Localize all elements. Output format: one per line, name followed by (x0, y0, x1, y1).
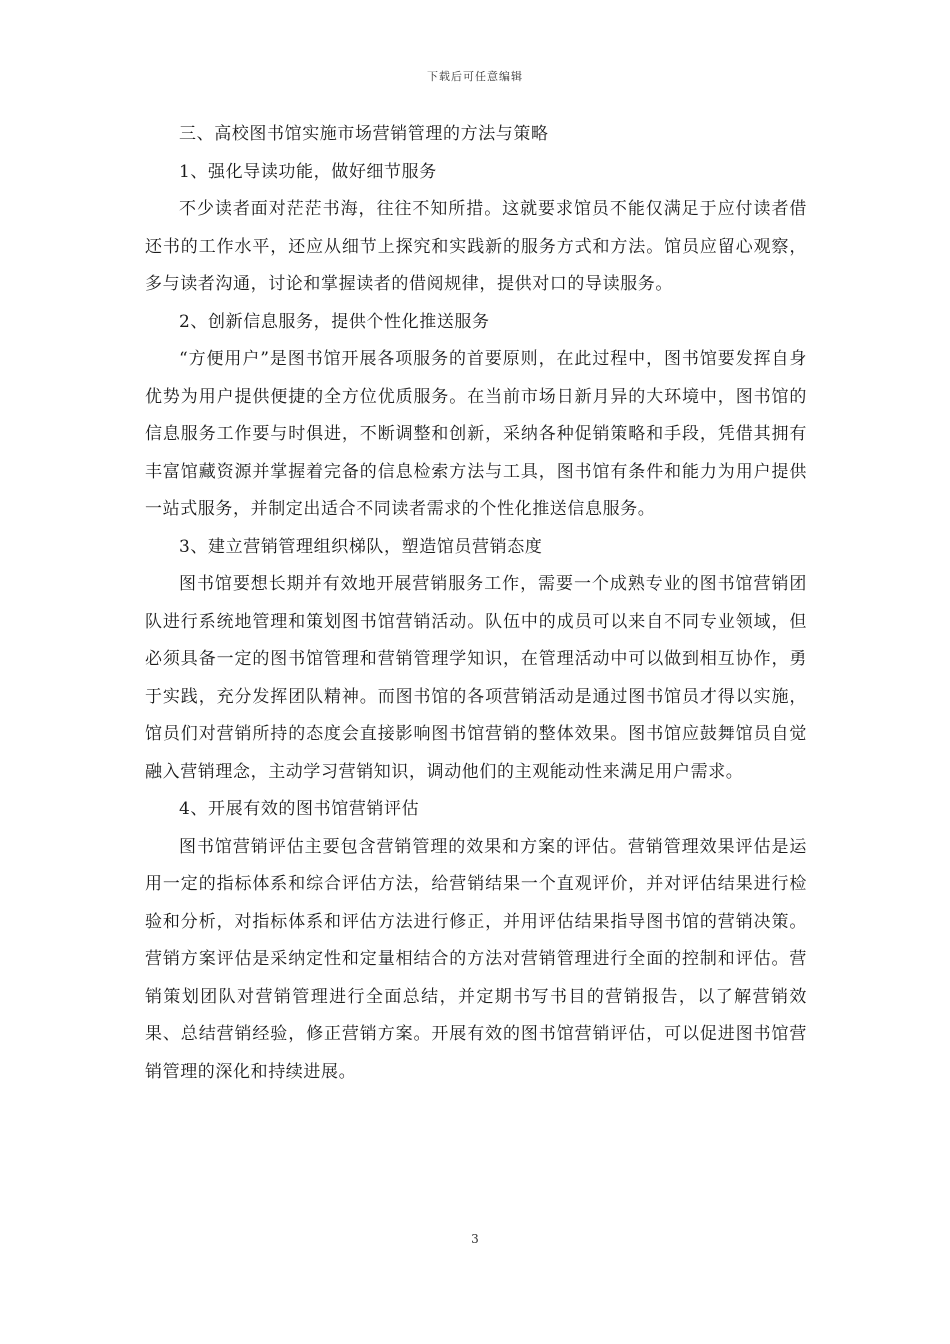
document-body (145, 116, 807, 1091)
page-number: 3 (471, 1232, 479, 1246)
paragraph: 图书馆营销评估主要包含营销管理的效果和方案的评估。营销管理效果评估是运用一定的指标体系和综合评估方法，给营销结果一个直观评价，并对评估结果进行检验和分析，对指标体系和评估方法进行修正，并用评估结果指导图书馆的营销决策。营销方案评估是采纳定性和定量相结合的方法对营销管理进行全面的控制和评估。营销策划团队对营销管理进行全面总结，并定期书写书目的营销报告，以了解营销效果、总结营销经验，修正营销方案。开展有效的图书馆营销评估，可以促进图书馆营销管理的深化和持续进展。 (145, 836, 807, 1082)
subsection-heading: 3、建立营销管理组织梯队，塑造馆员营销态度 (179, 536, 543, 557)
subsection-heading: 2、创新信息服务，提供个性化推送服务 (179, 311, 490, 332)
header-note: 下载后可任意编辑 (427, 70, 523, 83)
paragraph: “方便用户”是图书馆开展各项服务的首要原则，在此过程中，图书馆要发挥自身优势为用户提供便捷的全方位优质服务。在当前市场日新月异的大环境中，图书馆的信息服务工作要与时俱进，不断调整和创新，采纳各种促销策略和手段，凭借其拥有丰富馆藏资源并掌握着完备的信息检索方法与工具，图书馆有条件和能力为用户提供一站式服务，并制定出适合不同读者需求的个性化推送信息服务。 (145, 349, 807, 519)
paragraph: 图书馆要想长期并有效地开展营销服务工作，需要一个成熟专业的图书馆营销团队进行系统地管理和策划图书馆营销活动。队伍中的成员可以来自不同专业领域，但必须具备一定的图书馆管理和营销管理学知识，在管理活动中可以做到相互协作，勇于实践，充分发挥团队精神。而图书馆的各项营销活动是通过图书馆员才得以实施，馆员们对营销所持的态度会直接影响图书馆营销的整体效果。图书馆应鼓舞馆员自觉融入营销理念，主动学习营销知识，调动他们的主观能动性来满足用户需求。 (145, 574, 807, 782)
paragraph: 不少读者面对茫茫书海，往往不知所措。这就要求馆员不能仅满足于应付读者借还书的工作水平，还应从细节上探究和实践新的服务方式和方法。馆员应留心观察，多与读者沟通，讨论和掌握读者的借阅规律，提供对口的导读服务。 (145, 199, 807, 294)
section-heading: 三、高校图书馆实施市场营销管理的方法与策略 (179, 124, 549, 144)
subsection-heading: 4、开展有效的图书馆营销评估 (179, 799, 420, 819)
subsection-heading: 1、强化导读功能，做好细节服务 (179, 161, 437, 182)
